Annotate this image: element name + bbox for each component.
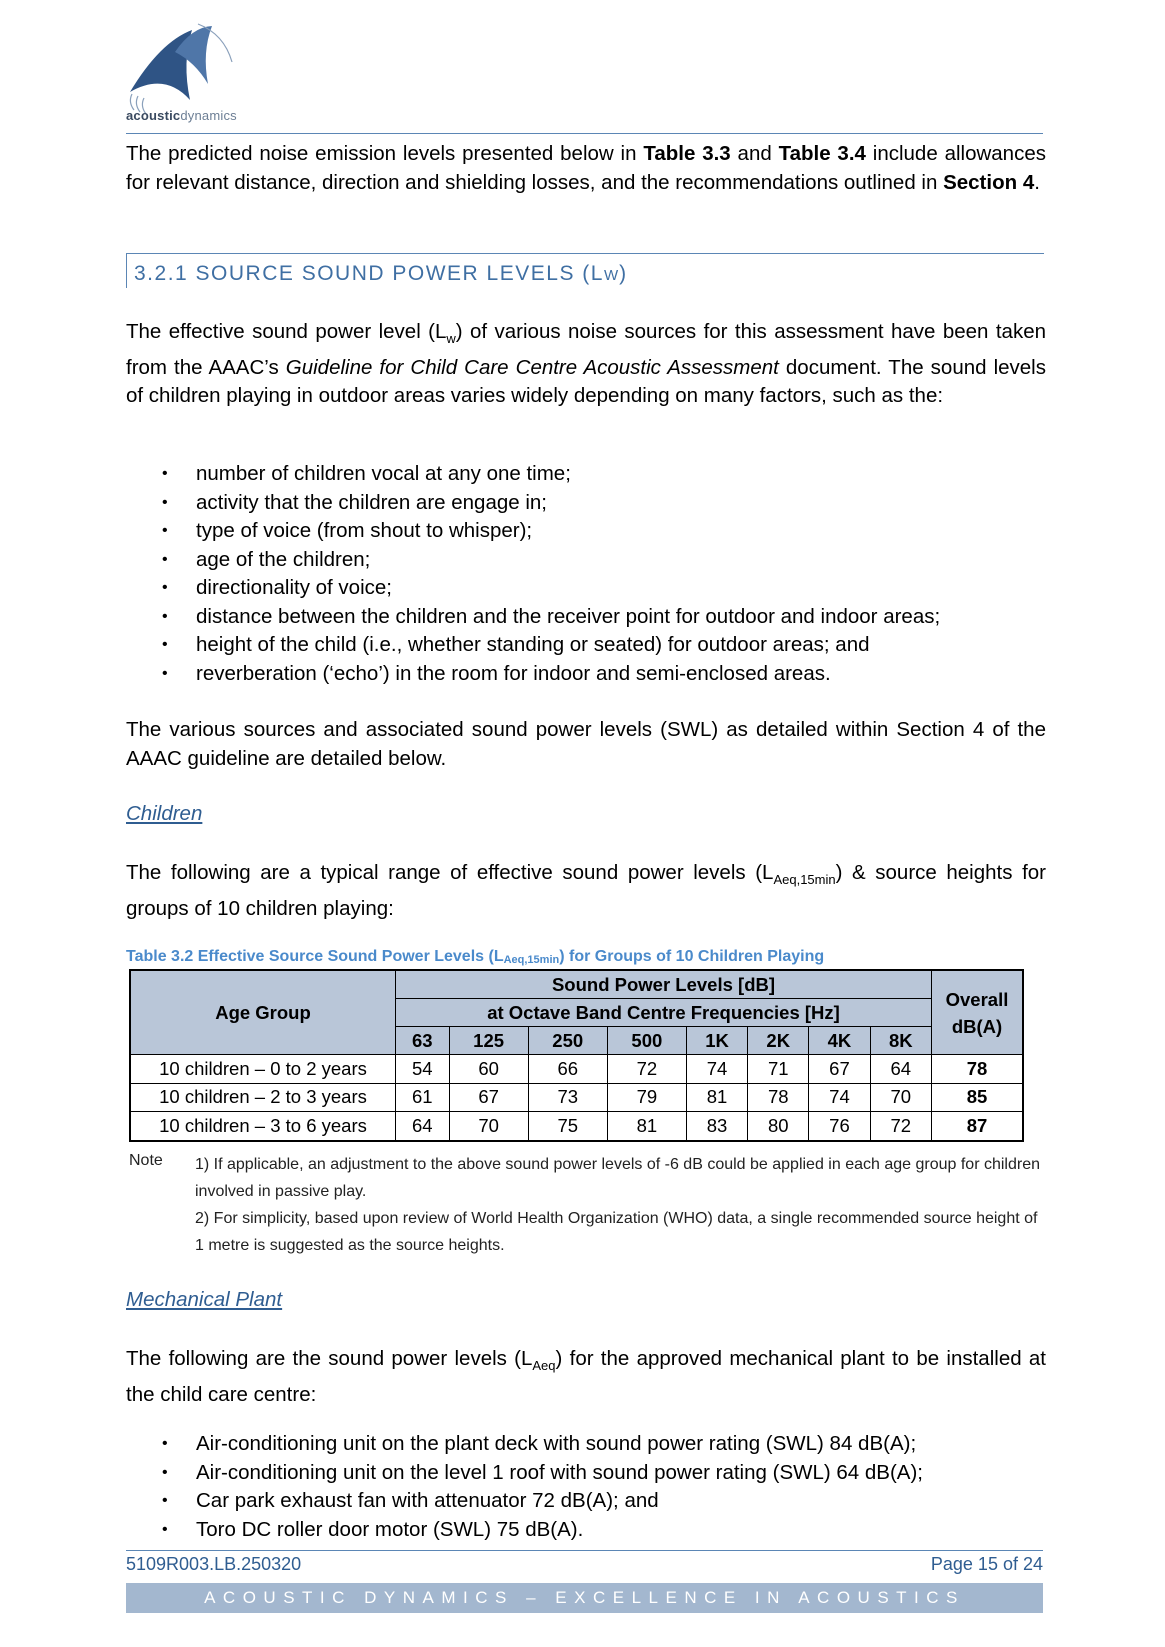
overall-cell: 78: [932, 1055, 1024, 1084]
list-item: • Car park exhaust fan with attenuator 72 dB(A); and: [126, 1487, 1046, 1516]
factors-list: [126, 460, 1046, 688]
cell: 71: [748, 1055, 809, 1084]
freq-header: 63: [396, 1027, 450, 1055]
cell: 66: [528, 1055, 607, 1084]
table-row: [130, 1055, 1023, 1084]
col-header-overall: Overall dB(A): [932, 970, 1024, 1055]
cell: 61: [396, 1083, 450, 1112]
cell: 74: [809, 1083, 870, 1112]
list-item: • directionality of voice;: [126, 574, 1046, 603]
paragraph-children-levels: The following are a typical range of effective sound power levels $(L_{Aeq,15min})$ & source heights for groups of 10 children playing:: [126, 861, 1046, 920]
paragraph-mechanical-plant: The following are the sound power levels $(L_{Aeq})$ for the approved mechanical plant to be installed at the child care centre:: [126, 1347, 1046, 1406]
freq-header: 8K: [870, 1027, 931, 1055]
overall-cell: 87: [932, 1112, 1024, 1141]
freq-header: 4K: [809, 1027, 870, 1055]
cell: 64: [870, 1055, 931, 1084]
list-item: • Air-conditioning unit on the plant deck with sound power rating (SWL) 84 dB(A);: [126, 1430, 1046, 1459]
note-label: Note: [129, 1152, 163, 1169]
table-row: [130, 1083, 1023, 1112]
cell: 64: [396, 1112, 450, 1141]
list-item: • number of children vocal at any one time;: [126, 460, 1046, 489]
list-item: • activity that the children are engage in;: [126, 489, 1046, 518]
note-2: 2) For simplicity, based upon review of World Health Organization (WHO) data, a single recommended source height of 1 metre is suggested as the source heights.: [195, 1210, 1038, 1254]
list-item: • height of the child (i.e., whether standing or seated) for outdoor areas; and: [126, 631, 1046, 660]
cell: 67: [809, 1055, 870, 1084]
freq-header: 1K: [686, 1027, 747, 1055]
cell: 76: [809, 1112, 870, 1141]
col-header-age-group: Age Group: [130, 970, 396, 1055]
freq-header: 250: [528, 1027, 607, 1055]
list-item: • Air-conditioning unit on the level 1 roof with sound power rating (SWL) 64 dB(A);: [126, 1459, 1046, 1488]
note-1: 1) If applicable, an adjustment to the above sound power levels of -6 dB could be applied in each age group for children involved in passive play.: [195, 1156, 1040, 1200]
freq-header: 500: [607, 1027, 686, 1055]
row-label: 10 children – 3 to 6 years: [130, 1112, 396, 1141]
row-label: 10 children – 0 to 2 years: [130, 1055, 396, 1084]
list-item: • reverberation (‘echo’) in the room for indoor and semi-enclosed areas.: [126, 660, 1046, 689]
list-item: • Toro DC roller door motor (SWL) 75 dB(A).: [126, 1516, 1046, 1545]
cell: 60: [449, 1055, 528, 1084]
logo-wordmark: acousticdynamics: [126, 108, 237, 123]
table-row: [130, 1112, 1023, 1141]
cell: 78: [748, 1083, 809, 1112]
page-number: Page 15 of 24: [930, 1554, 1043, 1574]
cell: 79: [607, 1083, 686, 1112]
cell: 75: [528, 1112, 607, 1141]
footer-rule: [126, 1550, 1043, 1551]
intro-paragraph: The predicted noise emission levels presented below in Table 3.3 and Table 3.4 include allowances for relevant distance, direction and shielding losses, and the recommendations outlined in Section 4.: [126, 142, 1046, 194]
list-item: • age of the children;: [126, 546, 1046, 575]
table-caption: Table 3.2 Effective Source Sound Power Levels $(L_{Aeq,15min})$ for Groups of 10 Children Playing: [126, 948, 825, 966]
footer-slogan: ACOUSTIC DYNAMICS – EXCELLENCE IN ACOUSTICS: [204, 1588, 965, 1607]
section-heading: 3.2.1 SOURCE SOUND POWER LEVELS (LW): [134, 262, 628, 285]
plant-list: [126, 1430, 1046, 1544]
cell: 70: [870, 1083, 931, 1112]
paragraph-aaac-sources: The various sources and associated sound power levels (SWL) as detailed within Section 4 of the AAAC guideline are detailed below.: [126, 718, 1046, 770]
cell: 81: [686, 1083, 747, 1112]
row-label: 10 children – 2 to 3 years: [130, 1083, 396, 1112]
col-header-spl: Sound Power Levels [dB]: [396, 970, 932, 999]
col-header-spl-sub: at Octave Band Centre Frequencies [Hz]: [396, 999, 932, 1027]
cell: 74: [686, 1055, 747, 1084]
header-rule: [126, 133, 1043, 134]
cell: 72: [870, 1112, 931, 1141]
cell: 73: [528, 1083, 607, 1112]
freq-header: 125: [449, 1027, 528, 1055]
cell: 80: [748, 1112, 809, 1141]
sound-power-table: [129, 969, 1024, 1142]
cell: 67: [449, 1083, 528, 1112]
list-item: • type of voice (from shout to whisper);: [126, 517, 1046, 546]
children-heading: Children: [126, 802, 203, 825]
paragraph-lw-source: The effective sound power level $(L_w)$ of various noise sources for this assessment have been taken from the AAAC’s Guideline for Child Care Centre Acoustic Assessment document. The sound levels of children playing in outdoor areas varies widely depending on many factors, such as the:: [126, 320, 1046, 408]
cell: 81: [607, 1112, 686, 1141]
overall-cell: 85: [932, 1083, 1024, 1112]
cell: 72: [607, 1055, 686, 1084]
freq-header: 2K: [748, 1027, 809, 1055]
cell: 54: [396, 1055, 450, 1084]
cell: 70: [449, 1112, 528, 1141]
mechanical-plant-heading: Mechanical Plant: [126, 1288, 283, 1311]
document-reference: 5109R003.LB.250320: [126, 1554, 302, 1574]
cell: 83: [686, 1112, 747, 1141]
list-item: • distance between the children and the receiver point for outdoor and indoor areas;: [126, 603, 1046, 632]
